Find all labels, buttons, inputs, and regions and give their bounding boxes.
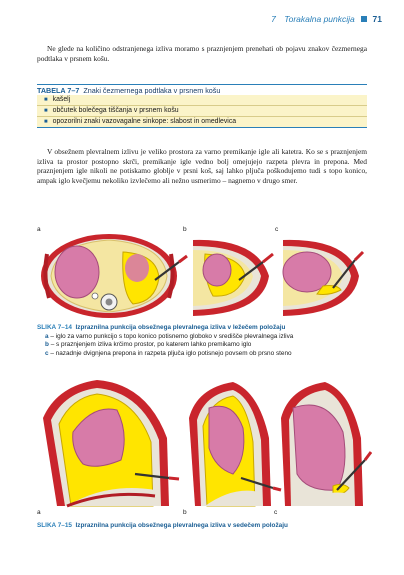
chapter-number: 7 [271,14,276,24]
fig1-panel-b [193,240,273,316]
fig1-caption-item-b: b – s praznjenjem izliva krčimo prostor, po katerem lahko premikamo iglo [45,341,252,349]
fig1-caption-title-line [37,324,372,333]
paragraph-2: V obsežnem plevralnem izlivu je veliko prostora za varno premikanje igle ali katetra. Ko se s praznjenjem izliva ta prostor postopno skrči, premikanje igle vedno bolj omejujejo razpeta plevra in prepona. Med praznjenjem igle nikoli ne potiskamo globlje v prsni koš, saj lahko pljuča poškodujemo tudi s topo konico, ampak iglo kvečjemu nekoliko izvlečemo ali nežno usmerimo – nagnemo v drugo smer. [37,147,367,185]
fig2-title: Izpraznilna punkcija obsežnega plevralnega izliva v sedečem položaju [75,522,288,529]
page-number: 71 [372,14,382,24]
fig2-panel-b [189,382,281,506]
fig1-caption-item-c: c – nazadnje dvignjena prepona in razpeta pljuča iglo potisnejo povsem ob prsno steno [45,349,292,357]
fig2-panel-a [43,380,179,506]
fig2-panel-c [281,382,371,506]
running-header [271,14,382,24]
table-heading: Znaki čezmernega podtlaka v prsnem košu [83,86,221,95]
fig2-panel-label-c: c [274,509,278,516]
fig1-panel-a [41,234,187,318]
bullet-icon: ■ [44,97,48,103]
fig2-label: SLIKA 7–15 [37,522,72,529]
figure-7-14-caption [37,324,372,358]
figure-7-15-illustration [37,378,372,508]
fig1-panel-label-c: c [275,226,279,233]
table-row: ■ opozorilni znaki vazovagalne sinkope: slabost in omedlevica [37,116,367,127]
fig1-panel-c [283,240,363,316]
table-title [37,84,367,95]
fig1-title: Izpraznilna punkcija obsežnega plevralnega izliva v ležečem položaju [75,324,286,331]
fig1-panel-label-a: a [37,226,41,233]
figure-7-14-illustration [37,232,367,320]
table-body [37,95,367,128]
header-square-icon [361,16,367,22]
table-row: ■ občutek bolečega tiščanja v prsnem košu [37,105,367,116]
chapter-title: Torakalna punkcija [284,14,355,24]
paragraph-1: Ne glede na količino odstranjenega izliva moramo s praznjenjem prenehati ob pojavu znakov čezmernega podtlaka v prsnem košu. [37,44,367,63]
fig2-panel-label-a: a [37,509,41,516]
table-label: TABELA 7–7 [37,86,80,95]
bullet-icon: ■ [44,108,48,114]
fig1-label: SLIKA 7–14 [37,324,72,331]
table-row: ■ kašelj [44,96,71,103]
figure-7-15-caption [37,522,372,531]
fig2-panel-label-b: b [183,509,187,516]
fig1-panel-label-b: b [183,226,187,233]
bullet-icon: ■ [44,119,48,125]
fig1-caption-item-a: a – iglo za varno punkcijo s topo konico potisnemo globoko v središče plevralnega izliva [45,332,294,340]
